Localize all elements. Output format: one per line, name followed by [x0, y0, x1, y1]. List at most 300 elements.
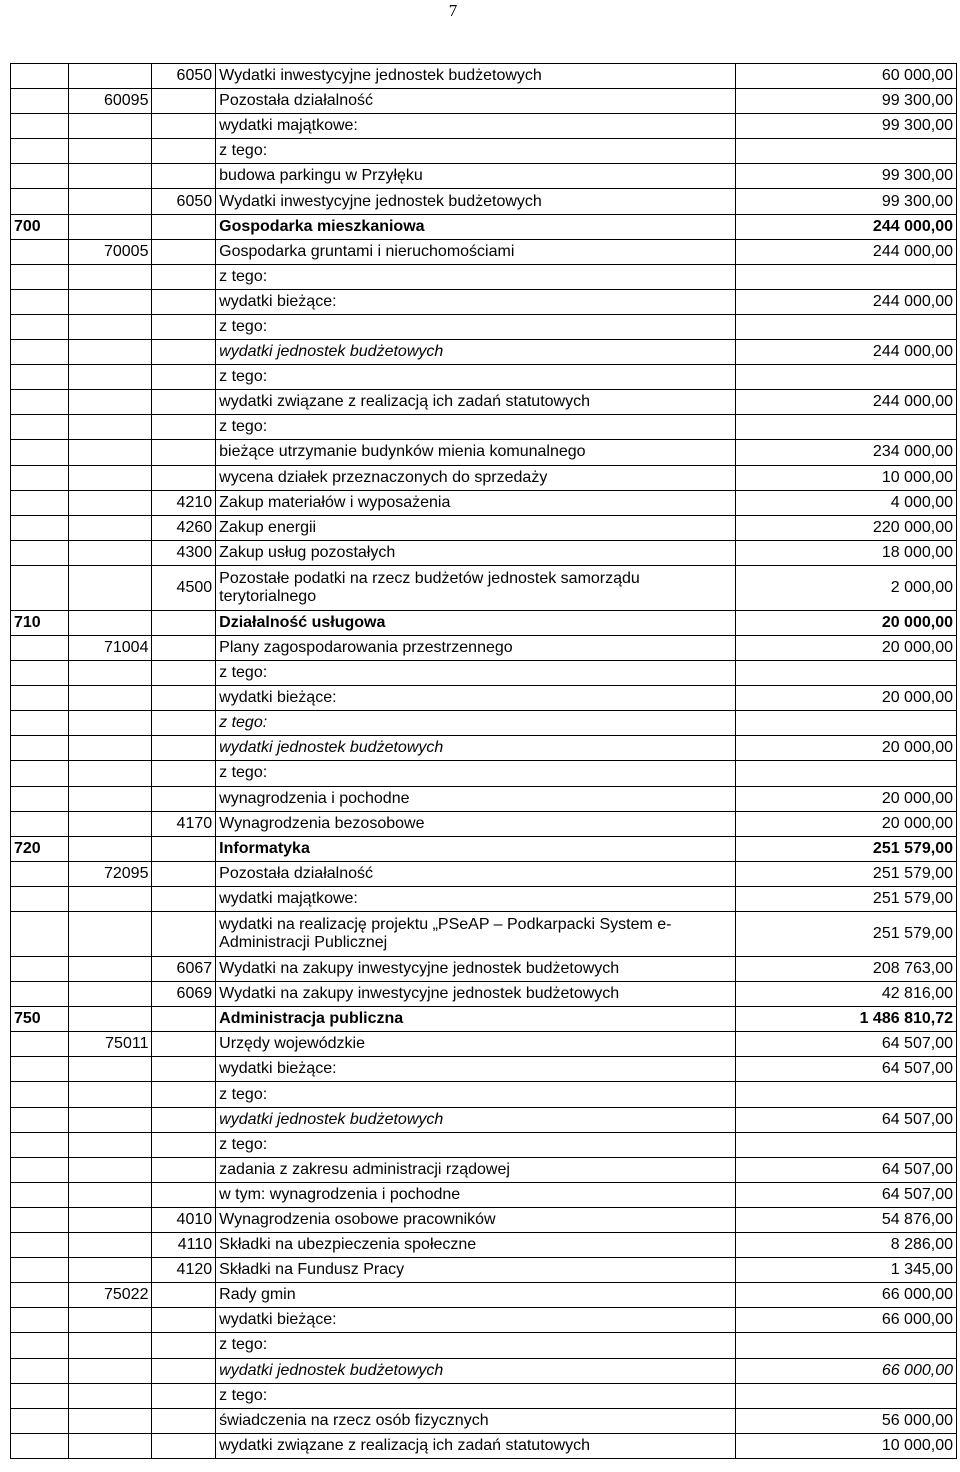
table-row: [11, 635, 957, 660]
description-cell: wydatki bieżące:: [216, 289, 735, 314]
amount-cell: 20 000,00: [735, 610, 956, 635]
description-cell: Gospodarka mieszkaniowa: [216, 214, 735, 239]
section-code-cell: 750: [11, 1007, 69, 1032]
description-cell: Działalność usługowa: [216, 610, 735, 635]
description-cell: z tego:: [216, 139, 735, 164]
section-code-cell: [11, 1182, 69, 1207]
description-cell: Pozostała działalność: [216, 89, 735, 114]
description-cell: z tego:: [216, 314, 735, 339]
section-code-cell: [11, 314, 69, 339]
table-row: [11, 64, 957, 89]
amount-cell: 20 000,00: [735, 686, 956, 711]
amount-cell: 2 000,00: [735, 565, 956, 610]
description-cell: z tego:: [216, 761, 735, 786]
paragraph-code-cell: [152, 1132, 216, 1157]
section-code-cell: [11, 1283, 69, 1308]
section-code-cell: [11, 440, 69, 465]
table-row: [11, 761, 957, 786]
description-cell: wycena działek przeznaczonych do sprzedaży: [216, 465, 735, 490]
paragraph-code-cell: [152, 711, 216, 736]
section-code-cell: [11, 164, 69, 189]
description-cell: w tym: wynagrodzenia i pochodne: [216, 1182, 735, 1207]
chapter-code-cell: 71004: [68, 635, 152, 660]
amount-cell: 99 300,00: [735, 89, 956, 114]
table-row: [11, 1383, 957, 1408]
table-row: [11, 365, 957, 390]
paragraph-code-cell: 4300: [152, 540, 216, 565]
chapter-code-cell: [68, 114, 152, 139]
table-row: [11, 1157, 957, 1182]
table-row: [11, 1283, 957, 1308]
section-code-cell: [11, 1107, 69, 1132]
amount-cell: 234 000,00: [735, 440, 956, 465]
paragraph-code-cell: [152, 340, 216, 365]
description-cell: Administracja publiczna: [216, 1007, 735, 1032]
paragraph-code-cell: [152, 1157, 216, 1182]
amount-cell: 1 345,00: [735, 1258, 956, 1283]
amount-cell: [735, 1082, 956, 1107]
section-code-cell: [11, 1383, 69, 1408]
chapter-code-cell: [68, 1082, 152, 1107]
paragraph-code-cell: [152, 761, 216, 786]
section-code-cell: [11, 340, 69, 365]
description-cell: wydatki jednostek budżetowych: [216, 340, 735, 365]
amount-cell: [735, 1132, 956, 1157]
chapter-code-cell: [68, 711, 152, 736]
amount-cell: 66 000,00: [735, 1358, 956, 1383]
section-code-cell: [11, 139, 69, 164]
amount-cell: 42 816,00: [735, 982, 956, 1007]
table-row: [11, 1132, 957, 1157]
paragraph-code-cell: [152, 114, 216, 139]
section-code-cell: [11, 490, 69, 515]
description-cell: z tego:: [216, 661, 735, 686]
chapter-code-cell: [68, 64, 152, 89]
chapter-code-cell: [68, 836, 152, 861]
amount-cell: 56 000,00: [735, 1408, 956, 1433]
table-row: [11, 139, 957, 164]
amount-cell: 244 000,00: [735, 214, 956, 239]
amount-cell: 10 000,00: [735, 1433, 956, 1458]
paragraph-code-cell: 4500: [152, 565, 216, 610]
table-row: [11, 1207, 957, 1232]
paragraph-code-cell: 4010: [152, 1207, 216, 1232]
amount-cell: 60 000,00: [735, 64, 956, 89]
chapter-code-cell: 75011: [68, 1032, 152, 1057]
amount-cell: 64 507,00: [735, 1107, 956, 1132]
paragraph-code-cell: [152, 635, 216, 660]
table-row: [11, 164, 957, 189]
chapter-code-cell: [68, 289, 152, 314]
description-cell: wydatki związane z realizacją ich zadań statutowych: [216, 1433, 735, 1458]
chapter-code-cell: [68, 139, 152, 164]
description-cell: Wydatki na zakupy inwestycyjne jednostek budżetowych: [216, 982, 735, 1007]
paragraph-code-cell: 4170: [152, 811, 216, 836]
description-cell: budowa parkingu w Przyłęku: [216, 164, 735, 189]
paragraph-code-cell: [152, 289, 216, 314]
paragraph-code-cell: 6050: [152, 64, 216, 89]
chapter-code-cell: [68, 1007, 152, 1032]
section-code-cell: 720: [11, 836, 69, 861]
paragraph-code-cell: [152, 264, 216, 289]
amount-cell: [735, 1333, 956, 1358]
description-cell: wydatki jednostek budżetowych: [216, 736, 735, 761]
table-row: [11, 490, 957, 515]
description-cell: Pozostałe podatki na rzecz budżetów jednostek samorządu terytorialnego: [216, 565, 735, 610]
chapter-code-cell: [68, 465, 152, 490]
table-row: [11, 912, 957, 957]
chapter-code-cell: [68, 214, 152, 239]
description-cell: z tego:: [216, 415, 735, 440]
table-row: [11, 565, 957, 610]
amount-cell: 99 300,00: [735, 114, 956, 139]
description-cell: Informatyka: [216, 836, 735, 861]
chapter-code-cell: [68, 1258, 152, 1283]
paragraph-code-cell: [152, 1283, 216, 1308]
paragraph-code-cell: [152, 786, 216, 811]
section-code-cell: [11, 114, 69, 139]
section-code-cell: [11, 957, 69, 982]
table-row: [11, 289, 957, 314]
description-cell: wynagrodzenia i pochodne: [216, 786, 735, 811]
description-cell: Pozostała działalność: [216, 861, 735, 886]
section-code-cell: [11, 239, 69, 264]
description-cell: Plany zagospodarowania przestrzennego: [216, 635, 735, 660]
table-row: [11, 957, 957, 982]
amount-cell: 244 000,00: [735, 390, 956, 415]
paragraph-code-cell: [152, 1032, 216, 1057]
amount-cell: 18 000,00: [735, 540, 956, 565]
section-code-cell: [11, 1207, 69, 1232]
description-cell: z tego:: [216, 1383, 735, 1408]
chapter-code-cell: [68, 540, 152, 565]
description-cell: Wydatki inwestycyjne jednostek budżetowych: [216, 64, 735, 89]
amount-cell: 244 000,00: [735, 289, 956, 314]
chapter-code-cell: [68, 982, 152, 1007]
amount-cell: 251 579,00: [735, 912, 956, 957]
table-row: [11, 89, 957, 114]
paragraph-code-cell: [152, 836, 216, 861]
section-code-cell: [11, 1233, 69, 1258]
paragraph-code-cell: [152, 164, 216, 189]
section-code-cell: [11, 1258, 69, 1283]
paragraph-code-cell: [152, 736, 216, 761]
table-row: [11, 1057, 957, 1082]
section-code-cell: [11, 711, 69, 736]
description-cell: Gospodarka gruntami i nieruchomościami: [216, 239, 735, 264]
section-code-cell: [11, 465, 69, 490]
table-row: [11, 811, 957, 836]
table-row: [11, 711, 957, 736]
section-code-cell: [11, 289, 69, 314]
amount-cell: [735, 365, 956, 390]
amount-cell: 20 000,00: [735, 736, 956, 761]
chapter-code-cell: [68, 1333, 152, 1358]
section-code-cell: [11, 264, 69, 289]
description-cell: zadania z zakresu administracji rządowej: [216, 1157, 735, 1182]
chapter-code-cell: [68, 1308, 152, 1333]
description-cell: Zakup usług pozostałych: [216, 540, 735, 565]
description-cell: wydatki majątkowe:: [216, 886, 735, 911]
paragraph-code-cell: [152, 1182, 216, 1207]
section-code-cell: [11, 886, 69, 911]
page-number: 7: [448, 1, 458, 20]
paragraph-code-cell: [152, 440, 216, 465]
amount-cell: 66 000,00: [735, 1283, 956, 1308]
paragraph-code-cell: [152, 1333, 216, 1358]
amount-cell: 64 507,00: [735, 1157, 956, 1182]
chapter-code-cell: [68, 1107, 152, 1132]
amount-cell: 64 507,00: [735, 1032, 956, 1057]
amount-cell: 64 507,00: [735, 1057, 956, 1082]
chapter-code-cell: 75022: [68, 1283, 152, 1308]
table-row: [11, 1308, 957, 1333]
amount-cell: [735, 761, 956, 786]
table-row: [11, 239, 957, 264]
amount-cell: 64 507,00: [735, 1182, 956, 1207]
section-code-cell: [11, 686, 69, 711]
section-code-cell: [11, 1032, 69, 1057]
amount-cell: 8 286,00: [735, 1233, 956, 1258]
paragraph-code-cell: [152, 1383, 216, 1408]
chapter-code-cell: [68, 957, 152, 982]
table-row: [11, 415, 957, 440]
table-row: [11, 886, 957, 911]
chapter-code-cell: [68, 1233, 152, 1258]
chapter-code-cell: [68, 415, 152, 440]
description-cell: z tego:: [216, 1082, 735, 1107]
paragraph-code-cell: [152, 365, 216, 390]
amount-cell: 251 579,00: [735, 861, 956, 886]
paragraph-code-cell: [152, 610, 216, 635]
amount-cell: 20 000,00: [735, 635, 956, 660]
paragraph-code-cell: [152, 1082, 216, 1107]
paragraph-code-cell: [152, 1358, 216, 1383]
description-cell: Rady gmin: [216, 1283, 735, 1308]
paragraph-code-cell: [152, 314, 216, 339]
table-row: [11, 390, 957, 415]
amount-cell: 54 876,00: [735, 1207, 956, 1232]
description-cell: wydatki na realizację projektu „PSeAP – Podkarpacki System e-Administracji Publicznej: [216, 912, 735, 957]
table-row: [11, 686, 957, 711]
table-row: [11, 1233, 957, 1258]
amount-cell: 1 486 810,72: [735, 1007, 956, 1032]
description-cell: wydatki bieżące:: [216, 686, 735, 711]
paragraph-code-cell: 4110: [152, 1233, 216, 1258]
chapter-code-cell: [68, 811, 152, 836]
paragraph-code-cell: [152, 390, 216, 415]
section-code-cell: [11, 1082, 69, 1107]
paragraph-code-cell: [152, 89, 216, 114]
chapter-code-cell: [68, 736, 152, 761]
paragraph-code-cell: [152, 1433, 216, 1458]
paragraph-code-cell: [152, 139, 216, 164]
paragraph-code-cell: [152, 861, 216, 886]
section-code-cell: [11, 89, 69, 114]
description-cell: wydatki majątkowe:: [216, 114, 735, 139]
table-row: [11, 1408, 957, 1433]
section-code-cell: [11, 786, 69, 811]
description-cell: świadczenia na rzecz osób fizycznych: [216, 1408, 735, 1433]
paragraph-code-cell: [152, 1007, 216, 1032]
description-cell: Urzędy wojewódzkie: [216, 1032, 735, 1057]
chapter-code-cell: [68, 912, 152, 957]
table-row: [11, 440, 957, 465]
chapter-code-cell: [68, 761, 152, 786]
description-cell: Wynagrodzenia bezosobowe: [216, 811, 735, 836]
description-cell: wydatki bieżące:: [216, 1057, 735, 1082]
section-code-cell: [11, 565, 69, 610]
description-cell: Zakup materiałów i wyposażenia: [216, 490, 735, 515]
section-code-cell: [11, 635, 69, 660]
paragraph-code-cell: [152, 1408, 216, 1433]
chapter-code-cell: [68, 1182, 152, 1207]
section-code-cell: 710: [11, 610, 69, 635]
table-row: [11, 515, 957, 540]
table-row: [11, 1258, 957, 1283]
description-cell: z tego:: [216, 365, 735, 390]
amount-cell: 251 579,00: [735, 886, 956, 911]
amount-cell: 20 000,00: [735, 811, 956, 836]
section-code-cell: [11, 64, 69, 89]
table-row: [11, 114, 957, 139]
table-row: [11, 982, 957, 1007]
description-cell: Składki na ubezpieczenia społeczne: [216, 1233, 735, 1258]
section-code-cell: [11, 982, 69, 1007]
section-code-cell: [11, 1057, 69, 1082]
section-code-cell: [11, 515, 69, 540]
table-row: [11, 314, 957, 339]
description-cell: z tego:: [216, 711, 735, 736]
section-code-cell: [11, 861, 69, 886]
paragraph-code-cell: [152, 886, 216, 911]
table-row: [11, 214, 957, 239]
chapter-code-cell: [68, 515, 152, 540]
paragraph-code-cell: [152, 239, 216, 264]
section-code-cell: [11, 365, 69, 390]
description-cell: z tego:: [216, 1333, 735, 1358]
chapter-code-cell: [68, 189, 152, 214]
budget-table-body: [11, 64, 957, 1459]
description-cell: bieżące utrzymanie budynków mienia komunalnego: [216, 440, 735, 465]
chapter-code-cell: [68, 1157, 152, 1182]
amount-cell: 99 300,00: [735, 164, 956, 189]
table-row: [11, 264, 957, 289]
description-cell: Wydatki inwestycyjne jednostek budżetowych: [216, 189, 735, 214]
chapter-code-cell: [68, 661, 152, 686]
table-row: [11, 465, 957, 490]
table-row: [11, 1333, 957, 1358]
section-code-cell: [11, 1333, 69, 1358]
paragraph-code-cell: [152, 415, 216, 440]
table-row: [11, 610, 957, 635]
table-row: [11, 861, 957, 886]
section-code-cell: [11, 761, 69, 786]
description-cell: Wydatki na zakupy inwestycyjne jednostek budżetowych: [216, 957, 735, 982]
description-cell: wydatki jednostek budżetowych: [216, 1358, 735, 1383]
description-cell: Wynagrodzenia osobowe pracowników: [216, 1207, 735, 1232]
chapter-code-cell: [68, 686, 152, 711]
chapter-code-cell: [68, 1207, 152, 1232]
table-row: [11, 1358, 957, 1383]
amount-cell: [735, 415, 956, 440]
table-row: [11, 1182, 957, 1207]
section-code-cell: [11, 1433, 69, 1458]
section-code-cell: [11, 1132, 69, 1157]
chapter-code-cell: [68, 340, 152, 365]
table-row: [11, 1433, 957, 1458]
description-cell: wydatki związane z realizacją ich zadań statutowych: [216, 390, 735, 415]
chapter-code-cell: [68, 314, 152, 339]
section-code-cell: [11, 736, 69, 761]
chapter-code-cell: 60095: [68, 89, 152, 114]
amount-cell: 10 000,00: [735, 465, 956, 490]
section-code-cell: [11, 189, 69, 214]
chapter-code-cell: [68, 365, 152, 390]
chapter-code-cell: [68, 610, 152, 635]
description-cell: wydatki bieżące:: [216, 1308, 735, 1333]
table-row: [11, 786, 957, 811]
amount-cell: [735, 661, 956, 686]
paragraph-code-cell: 4120: [152, 1258, 216, 1283]
table-row: [11, 736, 957, 761]
description-cell: z tego:: [216, 264, 735, 289]
chapter-code-cell: [68, 1132, 152, 1157]
paragraph-code-cell: [152, 465, 216, 490]
chapter-code-cell: 72095: [68, 861, 152, 886]
table-row: [11, 540, 957, 565]
section-code-cell: [11, 540, 69, 565]
chapter-code-cell: [68, 390, 152, 415]
paragraph-code-cell: 6069: [152, 982, 216, 1007]
paragraph-code-cell: [152, 1107, 216, 1132]
amount-cell: 251 579,00: [735, 836, 956, 861]
section-code-cell: [11, 415, 69, 440]
section-code-cell: [11, 390, 69, 415]
section-code-cell: [11, 1308, 69, 1333]
table-row: [11, 1007, 957, 1032]
amount-cell: 66 000,00: [735, 1308, 956, 1333]
table-row: [11, 1032, 957, 1057]
amount-cell: [735, 139, 956, 164]
section-code-cell: [11, 661, 69, 686]
description-cell: z tego:: [216, 1132, 735, 1157]
paragraph-code-cell: [152, 661, 216, 686]
description-cell: wydatki jednostek budżetowych: [216, 1107, 735, 1132]
section-code-cell: [11, 1157, 69, 1182]
chapter-code-cell: 70005: [68, 239, 152, 264]
section-code-cell: [11, 1358, 69, 1383]
section-code-cell: [11, 1408, 69, 1433]
table-row: [11, 1082, 957, 1107]
paragraph-code-cell: 6067: [152, 957, 216, 982]
amount-cell: 244 000,00: [735, 239, 956, 264]
paragraph-code-cell: [152, 686, 216, 711]
paragraph-code-cell: 6050: [152, 189, 216, 214]
chapter-code-cell: [68, 164, 152, 189]
paragraph-code-cell: [152, 1308, 216, 1333]
paragraph-code-cell: [152, 214, 216, 239]
section-code-cell: [11, 811, 69, 836]
amount-cell: 4 000,00: [735, 490, 956, 515]
amount-cell: 208 763,00: [735, 957, 956, 982]
chapter-code-cell: [68, 1408, 152, 1433]
amount-cell: [735, 314, 956, 339]
table-row: [11, 340, 957, 365]
table-row: [11, 836, 957, 861]
paragraph-code-cell: [152, 912, 216, 957]
table-row: [11, 1107, 957, 1132]
